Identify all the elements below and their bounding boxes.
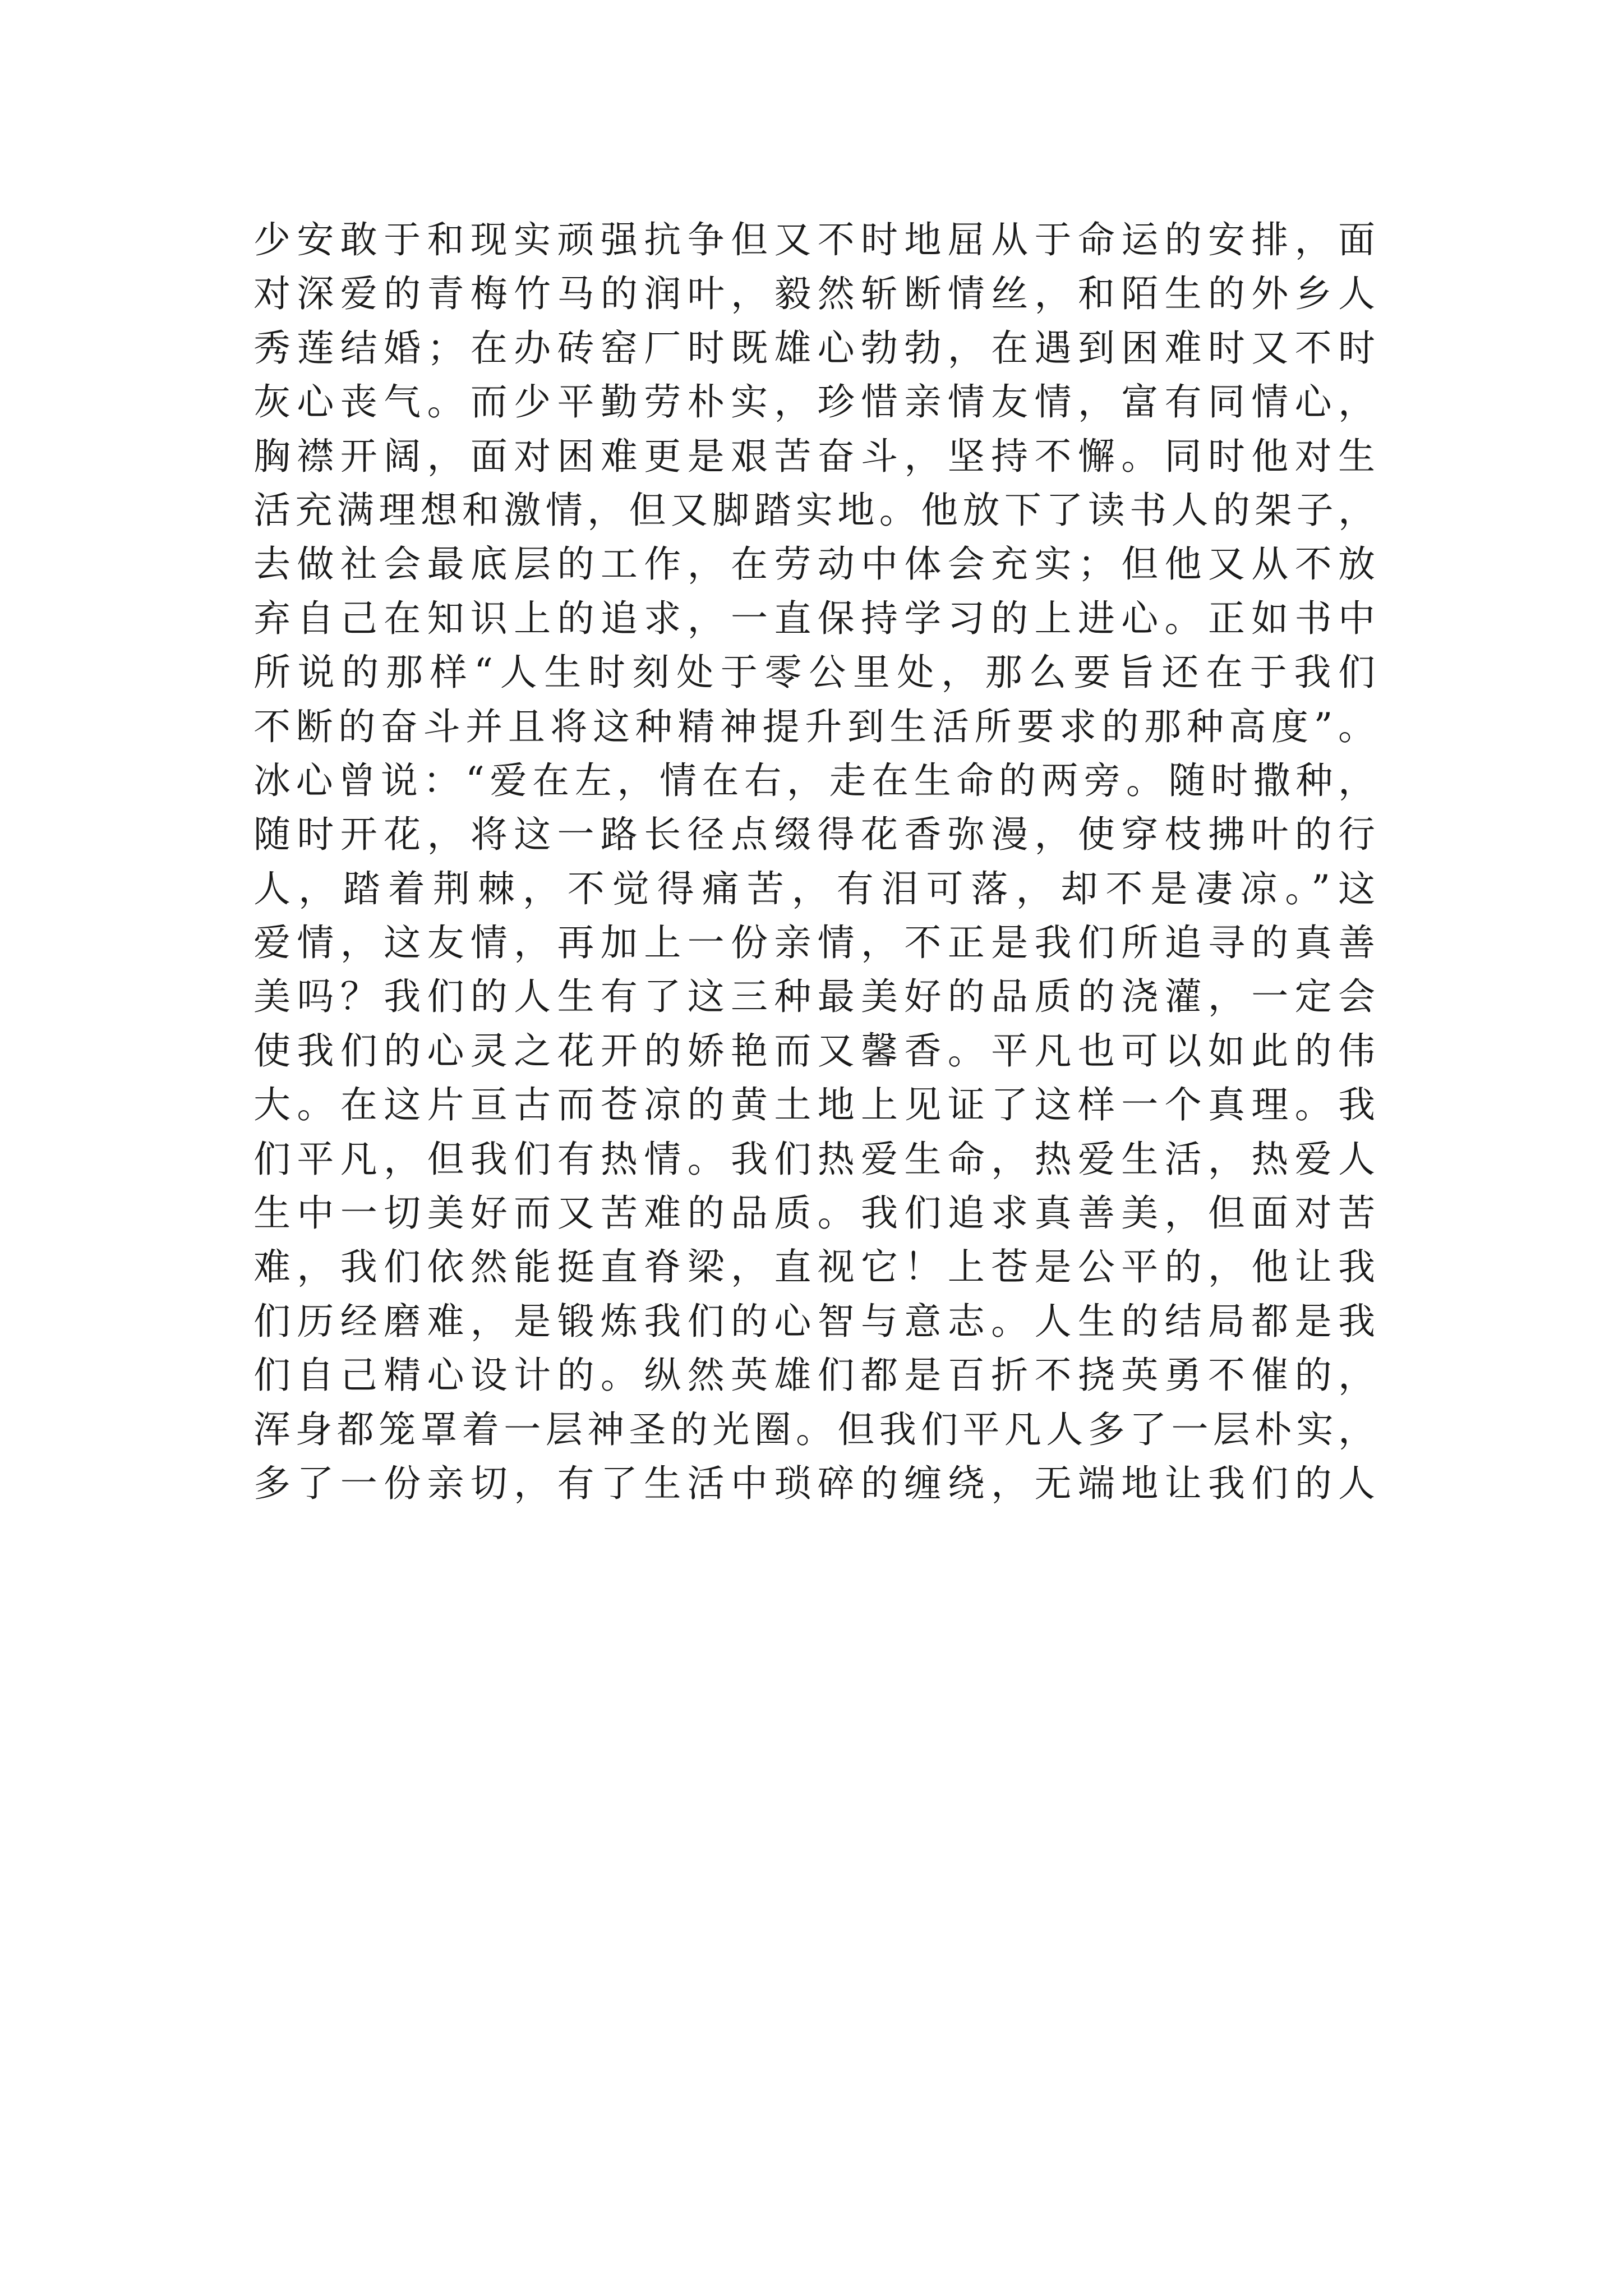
text-line: 生中一切美好而又苦难的品质。我们追求真善美，但面对苦	[253, 1191, 1375, 1235]
body-text	[253, 213, 1375, 1511]
text-line: 灰心丧气。而少平勤劳朴实，珍惜亲情友情，富有同情心，	[253, 380, 1375, 424]
text-line: 们历经磨难，是锻炼我们的心智与意志。人生的结局都是我	[253, 1299, 1375, 1343]
text-line: 弃自己在知识上的追求，一直保持学习的上进心。正如书中	[253, 596, 1375, 640]
text-line: 秀莲结婚；在办砖窑厂时既雄心勃勃，在遇到困难时又不时	[253, 326, 1375, 370]
text-line: 美吗？我们的人生有了这三种最美好的品质的浇灌，一定会	[253, 975, 1375, 1019]
text-line: 不断的奋斗并且将这种精神提升到生活所要求的那种高度”。	[253, 705, 1375, 748]
text-line: 少安敢于和现实顽强抗争但又不时地屈从于命运的安排，面	[253, 218, 1375, 261]
text-line: 浑身都笼罩着一层神圣的光圈。但我们平凡人多了一层朴实，	[253, 1407, 1375, 1451]
text-line: 去做社会最底层的工作，在劳动中体会充实；但他又从不放	[253, 542, 1375, 586]
text-line: 使我们的心灵之花开的娇艳而又馨香。平凡也可以如此的伟	[253, 1029, 1375, 1073]
text-line: 大。在这片亘古而苍凉的黄土地上见证了这样一个真理。我	[253, 1083, 1375, 1127]
text-line: 难，我们依然能挺直脊梁，直视它！上苍是公平的，他让我	[253, 1245, 1375, 1289]
text-line: 多了一份亲切，有了生活中琐碎的缠绕，无端地让我们的人	[253, 1461, 1375, 1505]
text-line: 爱情，这友情，再加上一份亲情，不正是我们所追寻的真善	[253, 921, 1375, 965]
text-line: 人，踏着荆棘，不觉得痛苦，有泪可落，却不是凄凉。”这	[253, 867, 1375, 910]
text-line: 们平凡，但我们有热情。我们热爱生命，热爱生活，热爱人	[253, 1137, 1375, 1181]
text-line: 所说的那样“人生时刻处于零公里处，那么要旨还在于我们	[253, 651, 1375, 694]
text-line: 活充满理想和激情，但又脚踏实地。他放下了读书人的架子，	[253, 488, 1375, 532]
text-line: 们自己精心设计的。纵然英雄们都是百折不挠英勇不催的，	[253, 1354, 1375, 1397]
text-line: 冰心曾说：“爱在左，情在右，走在生命的两旁。随时撒种，	[253, 758, 1375, 802]
text-line: 对深爱的青梅竹马的润叶，毅然斩断情丝，和陌生的外乡人	[253, 272, 1375, 316]
text-line: 随时开花，将这一路长径点缀得花香弥漫，使穿枝拂叶的行	[253, 813, 1375, 857]
text-line: 胸襟开阔，面对困难更是艰苦奋斗，坚持不懈。同时他对生	[253, 434, 1375, 478]
